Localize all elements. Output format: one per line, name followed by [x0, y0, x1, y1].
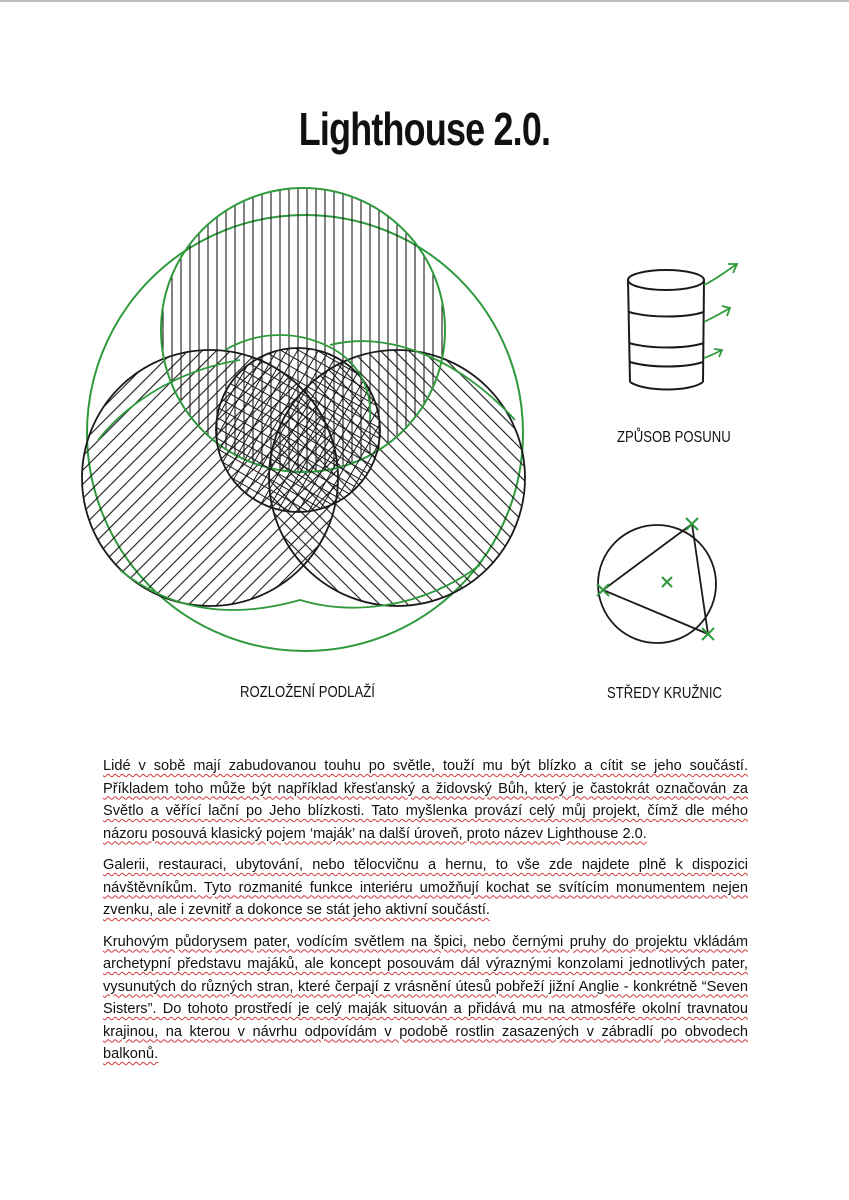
caption-floor-layout: ROZLOŽENÍ PODLAŽÍ [240, 684, 375, 701]
body-text [103, 755, 748, 1075]
center-marks [597, 518, 714, 640]
arrow-icon [704, 264, 737, 358]
paragraph: Lidé v sobě mají zabudovanou touhu po světle, touží mu být blízko a cítit se jeho součástí. Příkladem toho může být například křesťanský a židovský Bůh, který je častokrát označován za Světlo a věřící lační po Jeho blízkosti. Tato myšlenka provází celý můj projekt, čímž dle mého názoru posouvá klasický pojem ‘maják’ na další úroveň, proto název Lighthouse 2.0. [103, 758, 748, 842]
paragraph: Galerii, restauraci, ubytování, nebo tělocvičnu a hernu, to vše zde najdete plně k dispozici návštěvníkům. Tyto rozmanité funkce interiéru umožňují kochat se svítícím monumentem nejen zvenku, ale i zevnitř a dokonce se stát jeho aktivní součástí. [103, 857, 748, 918]
core-circle [216, 348, 380, 512]
caption-circle-centers: STŘEDY KRUŽNIC [607, 685, 722, 702]
paragraph: Kruhovým půdorysem pater, vodícím světlem na špici, nebo černými pruhy do projektu vkládám archetypní představu majáků, ale koncept posouvám dál výraznými konzolami jednotlivých pater, vysunutých do různých stran, které čerpají z vrásnění útesů pobřeží jižní Anglie - konkrétně “Seven Sisters”. Do tohoto prostředí je celý maják situován a přidává mu na atmosféře okolní travnatou krajinou, na kterou v návrhu odpovídám v podobě rostlin zasazených v zábradlí po obvodech balkonů. [103, 933, 748, 1062]
floor-layout-diagram [82, 188, 525, 651]
cylinder-sketch [628, 270, 704, 390]
circle-centers-sketch [597, 518, 716, 643]
caption-shift-method: ZPŮSOB POSUNU [617, 429, 731, 446]
page-title: Lighthouse 2.0. [298, 103, 551, 155]
